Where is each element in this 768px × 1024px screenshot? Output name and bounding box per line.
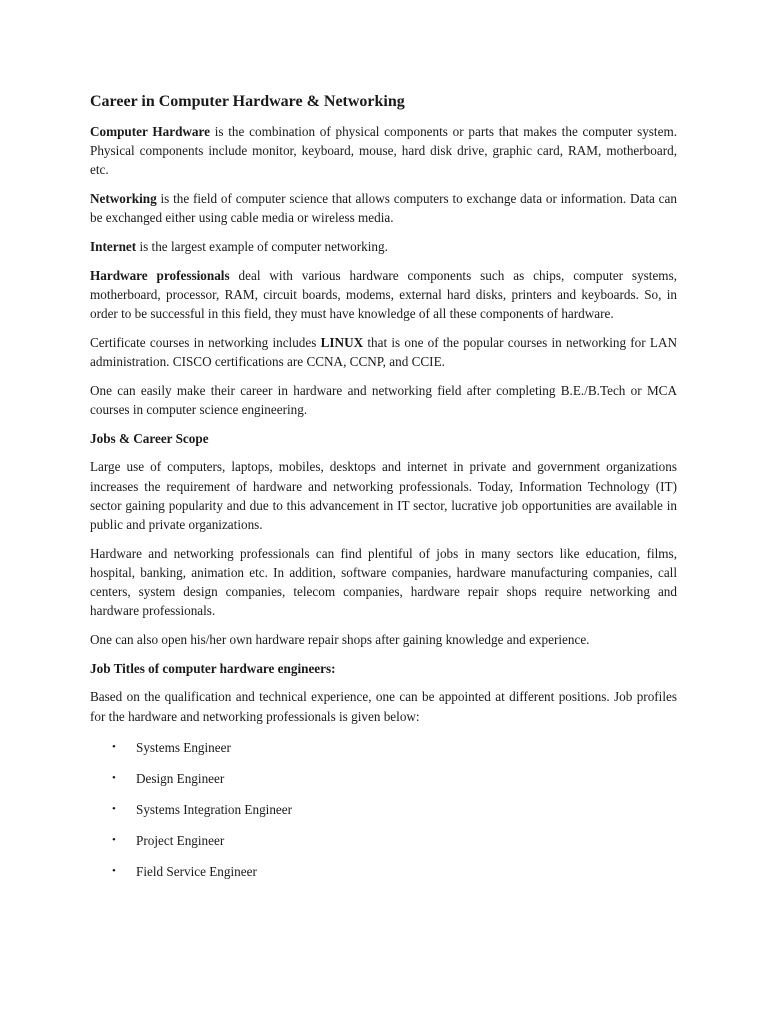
- paragraph-text: Certificate courses in networking includes: [90, 334, 321, 350]
- heading-job-titles: Job Titles of computer hardware engineers:: [90, 660, 336, 676]
- paragraph-text: is the field of computer science that allows computers to exchange data or information. Data can be exchanged either using cable media or wireless media.: [90, 191, 677, 226]
- job-titles-list: [90, 738, 677, 882]
- list-item-label: Project Engineer: [136, 833, 225, 849]
- list-item: [90, 738, 677, 757]
- paragraph-text: that is one of the popular courses in networking for LAN administration. CISCO certifications are CCNA, CCNP, and CCIE.: [90, 334, 678, 370]
- heading-jobs-career-scope: Jobs & Career Scope: [90, 430, 209, 446]
- list-item-label: Systems Engineer: [136, 739, 231, 755]
- paragraph-hardware: [90, 122, 677, 180]
- term-hardware-professionals: Hardware professionals: [90, 267, 230, 283]
- paragraph-career: One can easily make their career in hardware and networking field after completing B.E./B.Tech or MCA courses in computer science engineering.: [90, 382, 677, 417]
- paragraph-scope-3: One can also open his/her own hardware repair shops after gaining knowledge and experience.: [90, 631, 590, 647]
- list-item: [90, 800, 677, 819]
- bullet-icon: •: [112, 834, 116, 847]
- bullet-icon: •: [112, 740, 116, 753]
- paragraph-job-titles-intro: Based on the qualification and technical experience, one can be appointed at different positions. Job profiles for the hardware and networking professionals is given below:: [90, 689, 677, 724]
- bullet-icon: •: [112, 802, 116, 815]
- paragraph-text: is the largest example of computer networking.: [136, 239, 388, 255]
- term-networking: Networking: [90, 191, 157, 207]
- list-item-label: Field Service Engineer: [136, 864, 257, 880]
- bullet-icon: •: [112, 865, 116, 878]
- page-title: Career in Computer Hardware & Networking: [90, 93, 405, 110]
- paragraph-text: is the combination of physical components or parts that makes the computer system. Physical components include monitor, keyboard, mouse, hard disk drive, graphic card, RAM, motherboard, etc.: [90, 124, 677, 178]
- paragraph-scope-1: Large use of computers, laptops, mobiles, desktops and internet in private and government organizations increases the requirement of hardware and networking professionals. Today, Information Technology (IT) sector gaining popularity and due to this advancement in IT sector, lucrative job opportunities are available in public and private organizations.: [90, 459, 677, 532]
- list-item: [90, 862, 677, 881]
- paragraph-text: deal with various hardware components such as chips, computer systems, motherboard, processor, RAM, circuit boards, modems, external hard disks, printers and keyboards. So, in order to be successful in this field, they must have knowledge of all these components of hardware.: [90, 267, 677, 322]
- term-linux: LINUX: [320, 334, 364, 350]
- list-item-label: Systems Integration Engineer: [136, 801, 293, 817]
- list-item: [90, 831, 677, 850]
- paragraph-networking: [90, 189, 677, 227]
- paragraph-professionals: [90, 266, 677, 324]
- term-internet: Internet: [90, 239, 137, 255]
- list-item-label: Design Engineer: [136, 770, 225, 786]
- paragraph-certificate: [90, 333, 677, 371]
- term-computer-hardware: Computer Hardware: [90, 124, 210, 139]
- paragraph-internet: [90, 237, 677, 256]
- bullet-icon: •: [112, 771, 116, 784]
- document-page: [90, 92, 677, 893]
- paragraph-scope-2: Hardware and networking professionals can find plentiful of jobs in many sectors like education, films, hospital, banking, animation etc. In addition, software companies, hardware manufacturing companies, call centers, system design companies, telecom companies, hardware repair shops require networking and hardware professionals.: [90, 545, 677, 619]
- list-item: [90, 769, 677, 788]
